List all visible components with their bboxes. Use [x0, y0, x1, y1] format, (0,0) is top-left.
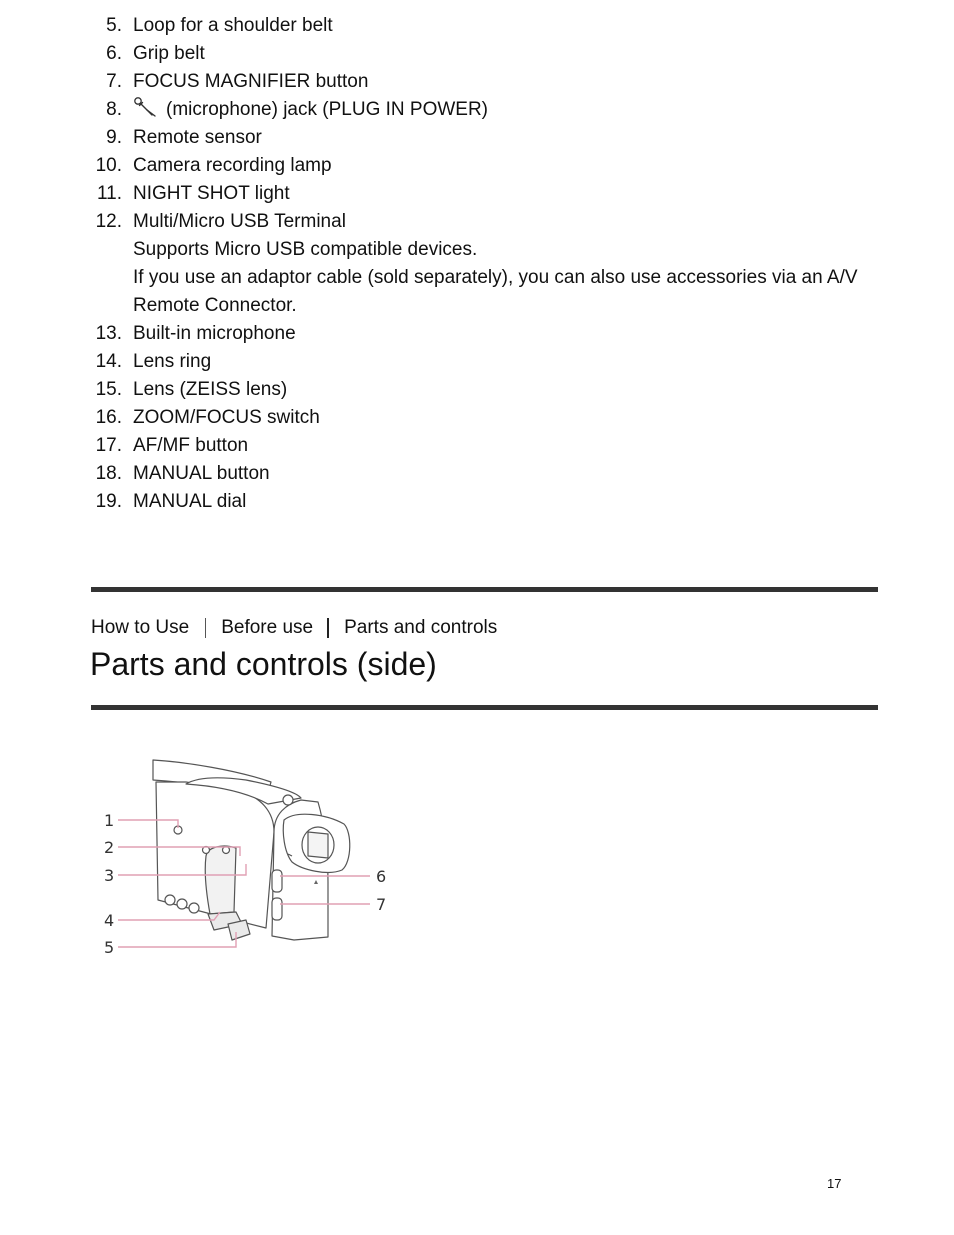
- breadcrumb: [91, 614, 497, 642]
- item-text: MANUAL dial: [133, 491, 247, 512]
- item-text: Grip belt: [133, 43, 205, 64]
- item-text: Built-in microphone: [133, 323, 296, 344]
- section-divider-bottom: [91, 705, 878, 710]
- callout-1: 1: [104, 811, 115, 830]
- callout-6: 6: [376, 867, 387, 886]
- item-text: (microphone) jack (PLUG IN POWER): [166, 99, 489, 120]
- item-text: Lens (ZEISS lens): [133, 379, 288, 400]
- list-item: [0, 404, 954, 432]
- item-text: Lens ring: [133, 351, 212, 372]
- page-number: 17: [827, 1176, 842, 1191]
- item-number: 17.: [95, 435, 122, 456]
- item-text: Remote sensor: [133, 127, 262, 148]
- item-number: 9.: [106, 127, 122, 148]
- page-title: Parts and controls (side): [90, 646, 437, 682]
- breadcrumb-separator: [327, 618, 329, 638]
- list-item: [0, 348, 954, 376]
- callout-4: 4: [104, 911, 115, 930]
- item-number: 12.: [95, 211, 122, 232]
- item-detail: Remote Connector.: [133, 295, 297, 316]
- list-item: [0, 68, 954, 96]
- list-item: [0, 460, 954, 488]
- item-text: ZOOM/FOCUS switch: [133, 407, 320, 428]
- item-number: 16.: [95, 407, 122, 428]
- callout-3: 3: [104, 866, 115, 885]
- item-number: 8.: [106, 99, 122, 120]
- item-text: Multi/Micro USB Terminal: [133, 211, 346, 232]
- section-divider-top: [91, 587, 878, 592]
- item-text: AF/MF button: [133, 435, 249, 456]
- list-item: [0, 124, 954, 152]
- item-number: 5.: [106, 15, 122, 36]
- item-number: 15.: [95, 379, 122, 400]
- breadcrumb-parts-and-controls[interactable]: Parts and controls: [344, 617, 498, 638]
- item-number: 10.: [95, 155, 122, 176]
- item-number: 18.: [95, 463, 122, 484]
- item-detail: If you use an adaptor cable (sold separately), you can also use accessories via an A/V: [133, 267, 858, 288]
- breadcrumb-how-to-use[interactable]: How to Use: [91, 617, 190, 638]
- item-number: 14.: [95, 351, 122, 372]
- list-item: [0, 376, 954, 404]
- parts-list: [0, 12, 954, 516]
- list-item: [0, 40, 954, 68]
- list-item: [0, 12, 954, 40]
- callout-5: 5: [104, 938, 115, 957]
- item-detail: Supports Micro USB compatible devices.: [133, 239, 478, 260]
- list-item: [0, 320, 954, 348]
- breadcrumb-separator: [205, 618, 206, 638]
- item-text: NIGHT SHOT light: [133, 183, 290, 204]
- microphone-icon: [133, 96, 159, 118]
- item-text: Loop for a shoulder belt: [133, 15, 333, 36]
- item-number: 13.: [95, 323, 122, 344]
- callout-7: 7: [376, 895, 387, 914]
- breadcrumb-before-use[interactable]: Before use: [221, 617, 314, 638]
- item-text: FOCUS MAGNIFIER button: [133, 71, 369, 92]
- item-number: 19.: [95, 491, 122, 512]
- camcorder-side-illustration: [96, 752, 396, 964]
- item-text: MANUAL button: [133, 463, 270, 484]
- list-item: [0, 432, 954, 460]
- callout-2: 2: [104, 838, 115, 857]
- list-item: [0, 180, 954, 208]
- list-item: [0, 488, 954, 516]
- item-text: Camera recording lamp: [133, 155, 332, 176]
- item-number: 6.: [106, 43, 122, 64]
- item-number: 11.: [96, 183, 122, 204]
- item-number: 7.: [106, 71, 122, 92]
- list-item: [0, 96, 954, 124]
- list-item: [0, 152, 954, 180]
- list-item: [0, 208, 954, 236]
